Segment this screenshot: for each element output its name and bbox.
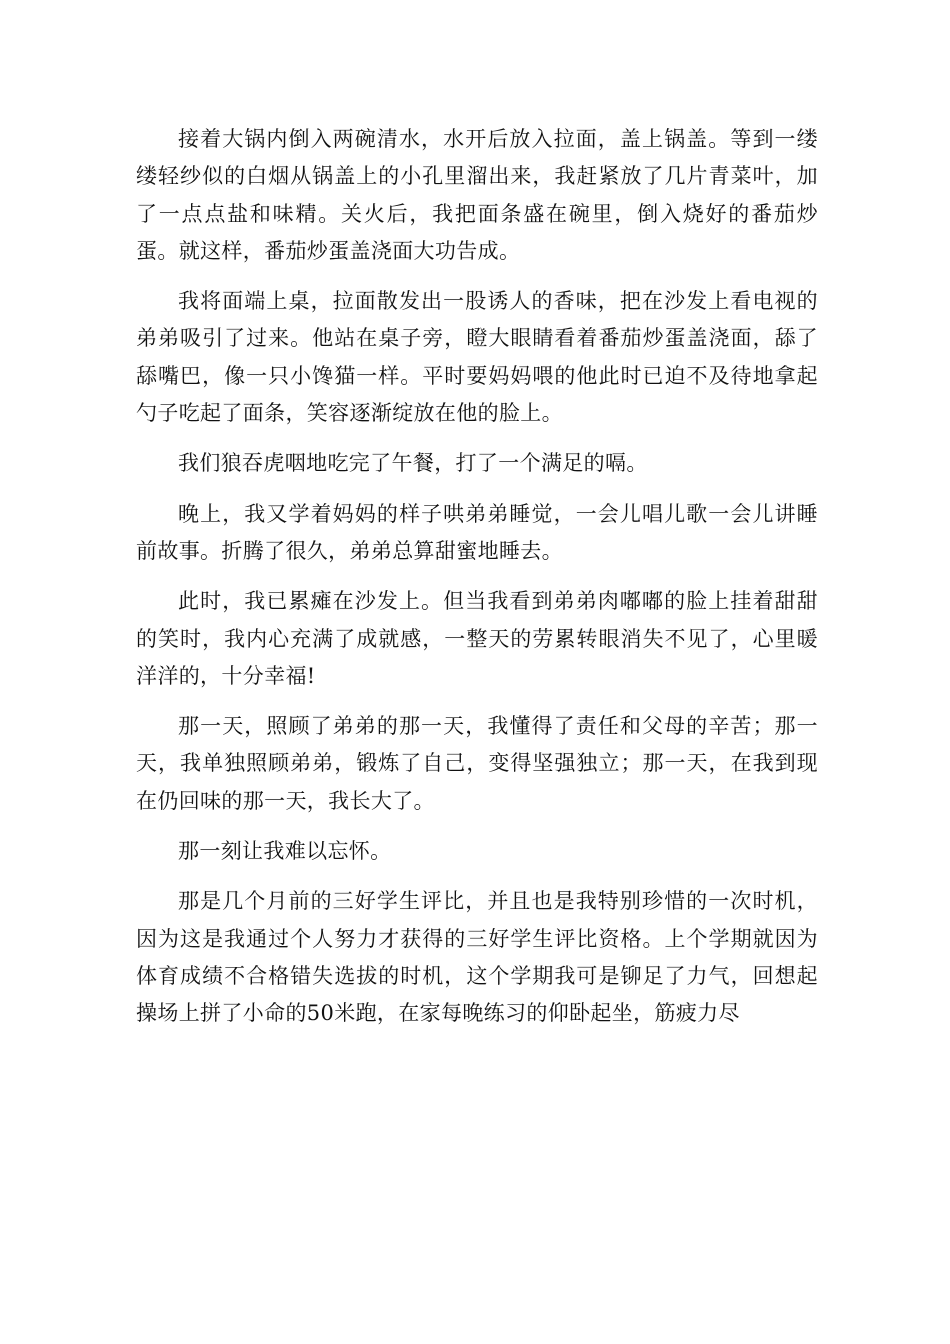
paragraph-4: 晚上，我又学着妈妈的样子哄弟弟睡觉，一会儿唱儿歌一会儿讲睡前故事。折腾了很久，弟弟总算甜蜜地睡去。 [136, 501, 818, 563]
document-body [136, 121, 818, 1046]
paragraph-8: 那是几个月前的三好学生评比，并且也是我特别珍惜的一次时机，因为这是我通过个人努力才获得的三好学生评比资格。上个学期就因为体育成绩不合格错失选拔的时机，这个学期我可是铆足了力气，回想起操场上拼了小命的50米跑，在家每晚练习的仰卧起坐，筋疲力尽 [136, 889, 818, 1026]
paragraph-2: 我将面端上桌，拉面散发出一股诱人的香味，把在沙发上看电视的弟弟吸引了过来。他站在桌子旁，瞪大眼睛看着番茄炒蛋盖浇面，舔了舔嘴巴，像一只小馋猫一样。平时要妈妈喂的他此时已迫不及待地拿起勺子吃起了面条，笑容逐渐绽放在他的脸上。 [136, 289, 818, 426]
paragraph-3: 我们狼吞虎咽地吃完了午餐，打了一个满足的嗝。 [178, 451, 648, 476]
paragraph-6: 那一天，照顾了弟弟的那一天，我懂得了责任和父母的辛苦；那一天，我单独照顾弟弟，锻炼了自己，变得坚强独立；那一天，在我到现在仍回味的那一天，我长大了。 [136, 714, 818, 813]
paragraph-5: 此时，我已累瘫在沙发上。但当我看到弟弟肉嘟嘟的脸上挂着甜甜的笑时，我内心充满了成就感，一整天的劳累转眼消失不见了，心里暖洋洋的，十分幸福! [136, 589, 818, 688]
paragraph-1: 接着大锅内倒入两碗清水，水开后放入拉面，盖上锅盖。等到一缕缕轻纱似的白烟从锅盖上的小孔里溜出来，我赶紧放了几片青菜叶，加了一点点盐和味精。关火后，我把面条盛在碗里，倒入烧好的番茄炒蛋。就这样，番茄炒蛋盖浇面大功告成。 [136, 127, 818, 263]
paragraph-7: 那一刻让我难以忘怀。 [178, 839, 392, 864]
